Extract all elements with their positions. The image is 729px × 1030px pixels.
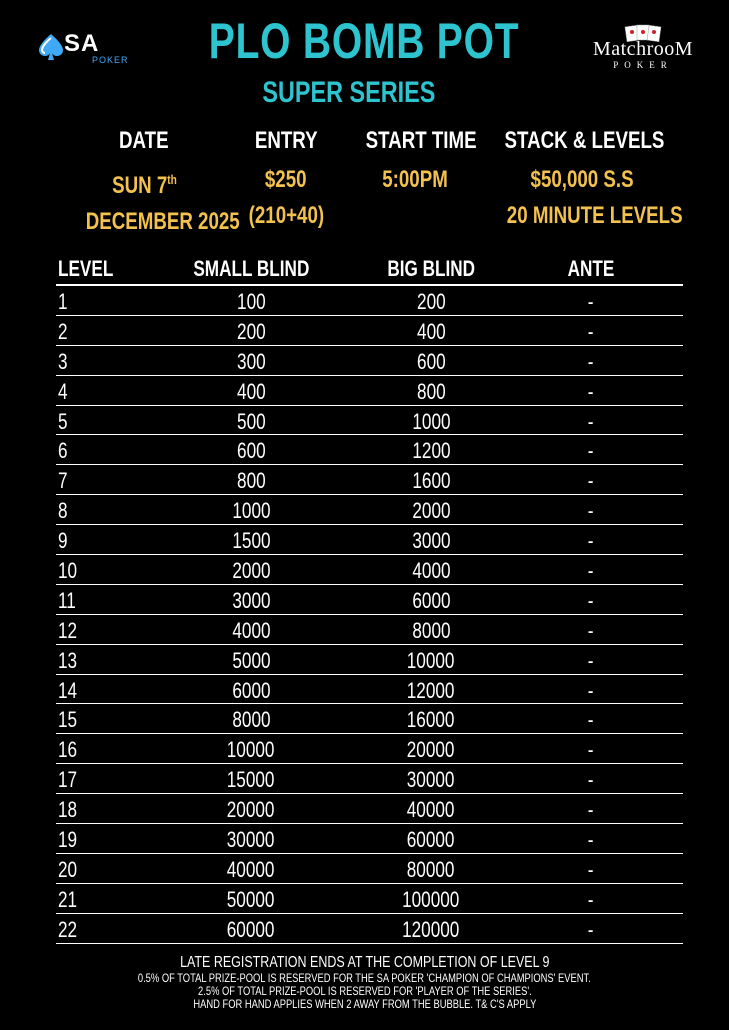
- level-cell: 22: [58, 916, 78, 942]
- player-of-series-note: 2.5% OF TOTAL PRIZE-POOL IS RESERVED FOR 'PLAYER OF THE SERIES'.: [197, 984, 532, 998]
- level-cell: 2: [58, 318, 68, 344]
- small-blind-cell: 40000: [227, 856, 275, 882]
- ante-cell: -: [588, 348, 594, 374]
- entry-line2: (210+40): [248, 202, 324, 229]
- footer-notes: [0, 954, 729, 1011]
- matchroom-logo-sub: POKER: [613, 60, 673, 70]
- table-row: [56, 854, 683, 884]
- table-row: [56, 645, 683, 675]
- table-row: [56, 824, 683, 854]
- ante-cell: -: [588, 408, 594, 434]
- level-cell: 10: [58, 558, 78, 584]
- level-cell: 7: [58, 468, 68, 494]
- entry-label: ENTRY: [254, 127, 318, 154]
- date-line2: DECEMBER 2025: [85, 208, 240, 235]
- start-time-info: [350, 126, 480, 198]
- small-blind-cell: 8000: [231, 707, 271, 733]
- blind-structure-table: [56, 254, 683, 944]
- ante-cell: -: [588, 468, 594, 494]
- level-cell: 18: [58, 797, 78, 823]
- table-row: [56, 585, 683, 615]
- table-row: [56, 675, 683, 705]
- table-row: [56, 465, 683, 495]
- big-blind-cell: 80000: [407, 856, 455, 882]
- small-blind-cell: 1500: [231, 528, 271, 554]
- date-info: [64, 126, 240, 240]
- big-blind-cell: 16000: [407, 707, 455, 733]
- big-blind-cell: 20000: [407, 737, 455, 763]
- table-row: [56, 316, 683, 346]
- small-blind-cell: 3000: [231, 587, 271, 613]
- ante-cell: -: [588, 587, 594, 613]
- levels-value: 20 MINUTE LEVELS: [506, 202, 683, 229]
- level-cell: 20: [58, 856, 78, 882]
- small-blind-cell: 15000: [227, 767, 275, 793]
- ante-cell: -: [588, 827, 594, 853]
- small-blind-cell: 5000: [231, 647, 271, 673]
- small-blind-cell: 6000: [231, 677, 271, 703]
- big-blind-cell: 200: [416, 289, 446, 314]
- level-cell: 16: [58, 737, 78, 763]
- table-row: [56, 495, 683, 525]
- big-blind-cell: 120000: [402, 916, 460, 942]
- table-row: [56, 884, 683, 914]
- date-line1: SUN 7th: [111, 172, 177, 199]
- table-row: [56, 346, 683, 376]
- matchroom-logo-text: MatchrooM: [592, 38, 694, 60]
- table-row: [56, 525, 683, 555]
- level-cell: 6: [58, 438, 68, 464]
- level-cell: 14: [58, 677, 78, 703]
- level-cell: 8: [58, 498, 68, 524]
- small-blind-cell: 20000: [227, 797, 275, 823]
- header-level: LEVEL: [58, 256, 114, 281]
- table-body: [56, 286, 683, 944]
- page-title: PLO BOMB POT: [209, 13, 520, 69]
- table-header: [56, 254, 683, 286]
- late-registration-note: LATE REGISTRATION ENDS AT THE COMPLETION OF LEVEL 9: [179, 954, 550, 971]
- small-blind-cell: 60000: [227, 916, 275, 942]
- level-cell: 13: [58, 647, 78, 673]
- sa-logo-sub: POKER: [92, 55, 129, 65]
- start-time-value: 5:00PM: [382, 166, 448, 193]
- level-cell: 17: [58, 767, 78, 793]
- level-cell: 12: [58, 617, 78, 643]
- small-blind-cell: 100: [236, 289, 266, 314]
- small-blind-cell: 1000: [231, 498, 271, 524]
- sa-logo-text: SA: [64, 30, 100, 57]
- big-blind-cell: 400: [416, 318, 446, 344]
- small-blind-cell: 300: [236, 348, 266, 374]
- big-blind-cell: 4000: [411, 558, 451, 584]
- entry-info: [226, 126, 346, 234]
- level-cell: 11: [58, 587, 76, 613]
- ante-cell: -: [588, 438, 594, 464]
- header-small-blind: SMALL BLIND: [192, 256, 309, 281]
- table-row: [56, 406, 683, 436]
- ante-cell: -: [588, 617, 594, 643]
- table-row: [56, 286, 683, 316]
- small-blind-cell: 2000: [231, 558, 271, 584]
- table-row: [56, 435, 683, 465]
- table-row: [56, 794, 683, 824]
- level-cell: 9: [58, 528, 68, 554]
- stack-levels-info: [482, 126, 682, 234]
- ante-cell: -: [588, 677, 594, 703]
- header-ante: ANTE: [567, 256, 615, 281]
- big-blind-cell: 800: [416, 378, 446, 404]
- table-row: [56, 555, 683, 585]
- big-blind-cell: 1600: [411, 468, 451, 494]
- ante-cell: -: [588, 558, 594, 584]
- ante-cell: -: [588, 916, 594, 942]
- page-subtitle: SUPER SERIES: [262, 76, 436, 109]
- big-blind-cell: 10000: [407, 647, 455, 673]
- entry-line1: $250: [265, 166, 307, 193]
- big-blind-cell: 3000: [411, 528, 451, 554]
- small-blind-cell: 50000: [227, 886, 275, 912]
- ante-cell: -: [588, 378, 594, 404]
- table-row: [56, 376, 683, 406]
- ante-cell: -: [588, 886, 594, 912]
- ante-cell: -: [588, 528, 594, 554]
- level-cell: 21: [58, 886, 78, 912]
- level-cell: 4: [58, 378, 68, 404]
- small-blind-cell: 600: [236, 438, 266, 464]
- ante-cell: -: [588, 289, 594, 314]
- big-blind-cell: 30000: [407, 767, 455, 793]
- start-time-label: START TIME: [365, 127, 477, 154]
- small-blind-cell: 10000: [227, 737, 275, 763]
- small-blind-cell: 500: [236, 408, 266, 434]
- stack-value: $50,000 S.S: [530, 166, 634, 193]
- ante-cell: -: [588, 647, 594, 673]
- ante-cell: -: [588, 707, 594, 733]
- big-blind-cell: 100000: [402, 886, 460, 912]
- table-row: [56, 734, 683, 764]
- big-blind-cell: 1200: [411, 438, 451, 464]
- table-row: [56, 615, 683, 645]
- table-row: [56, 704, 683, 734]
- small-blind-cell: 30000: [227, 827, 275, 853]
- big-blind-cell: 40000: [407, 797, 455, 823]
- header-big-blind: BIG BLIND: [387, 256, 475, 281]
- level-cell: 1: [58, 289, 68, 314]
- level-cell: 3: [58, 348, 68, 374]
- champion-reserve-note: 0.5% OF TOTAL PRIZE-POOL IS RESERVED FOR THE SA POKER 'CHAMPION OF CHAMPIONS' EVENT.: [138, 971, 591, 985]
- big-blind-cell: 12000: [407, 677, 455, 703]
- ante-cell: -: [588, 797, 594, 823]
- level-cell: 19: [58, 827, 78, 853]
- matchroom-poker-logo: [572, 24, 714, 68]
- small-blind-cell: 200: [236, 318, 266, 344]
- stack-levels-label: STACK & LEVELS: [504, 127, 665, 154]
- ante-cell: -: [588, 767, 594, 793]
- big-blind-cell: 8000: [411, 617, 451, 643]
- level-cell: 15: [58, 707, 78, 733]
- table-row: [56, 764, 683, 794]
- hand-for-hand-note: HAND FOR HAND APPLIES WHEN 2 AWAY FROM THE BUBBLE. T& C'S APPLY: [192, 997, 536, 1011]
- big-blind-cell: 600: [416, 348, 446, 374]
- date-label: DATE: [119, 127, 169, 154]
- ante-cell: -: [588, 318, 594, 344]
- ante-cell: -: [588, 498, 594, 524]
- small-blind-cell: 800: [236, 468, 266, 494]
- table-row: [56, 914, 683, 944]
- big-blind-cell: 6000: [411, 587, 451, 613]
- ante-cell: -: [588, 856, 594, 882]
- big-blind-cell: 60000: [407, 827, 455, 853]
- small-blind-cell: 4000: [231, 617, 271, 643]
- big-blind-cell: 1000: [411, 408, 451, 434]
- ante-cell: -: [588, 737, 594, 763]
- level-cell: 5: [58, 408, 68, 434]
- big-blind-cell: 2000: [411, 498, 451, 524]
- small-blind-cell: 400: [236, 378, 266, 404]
